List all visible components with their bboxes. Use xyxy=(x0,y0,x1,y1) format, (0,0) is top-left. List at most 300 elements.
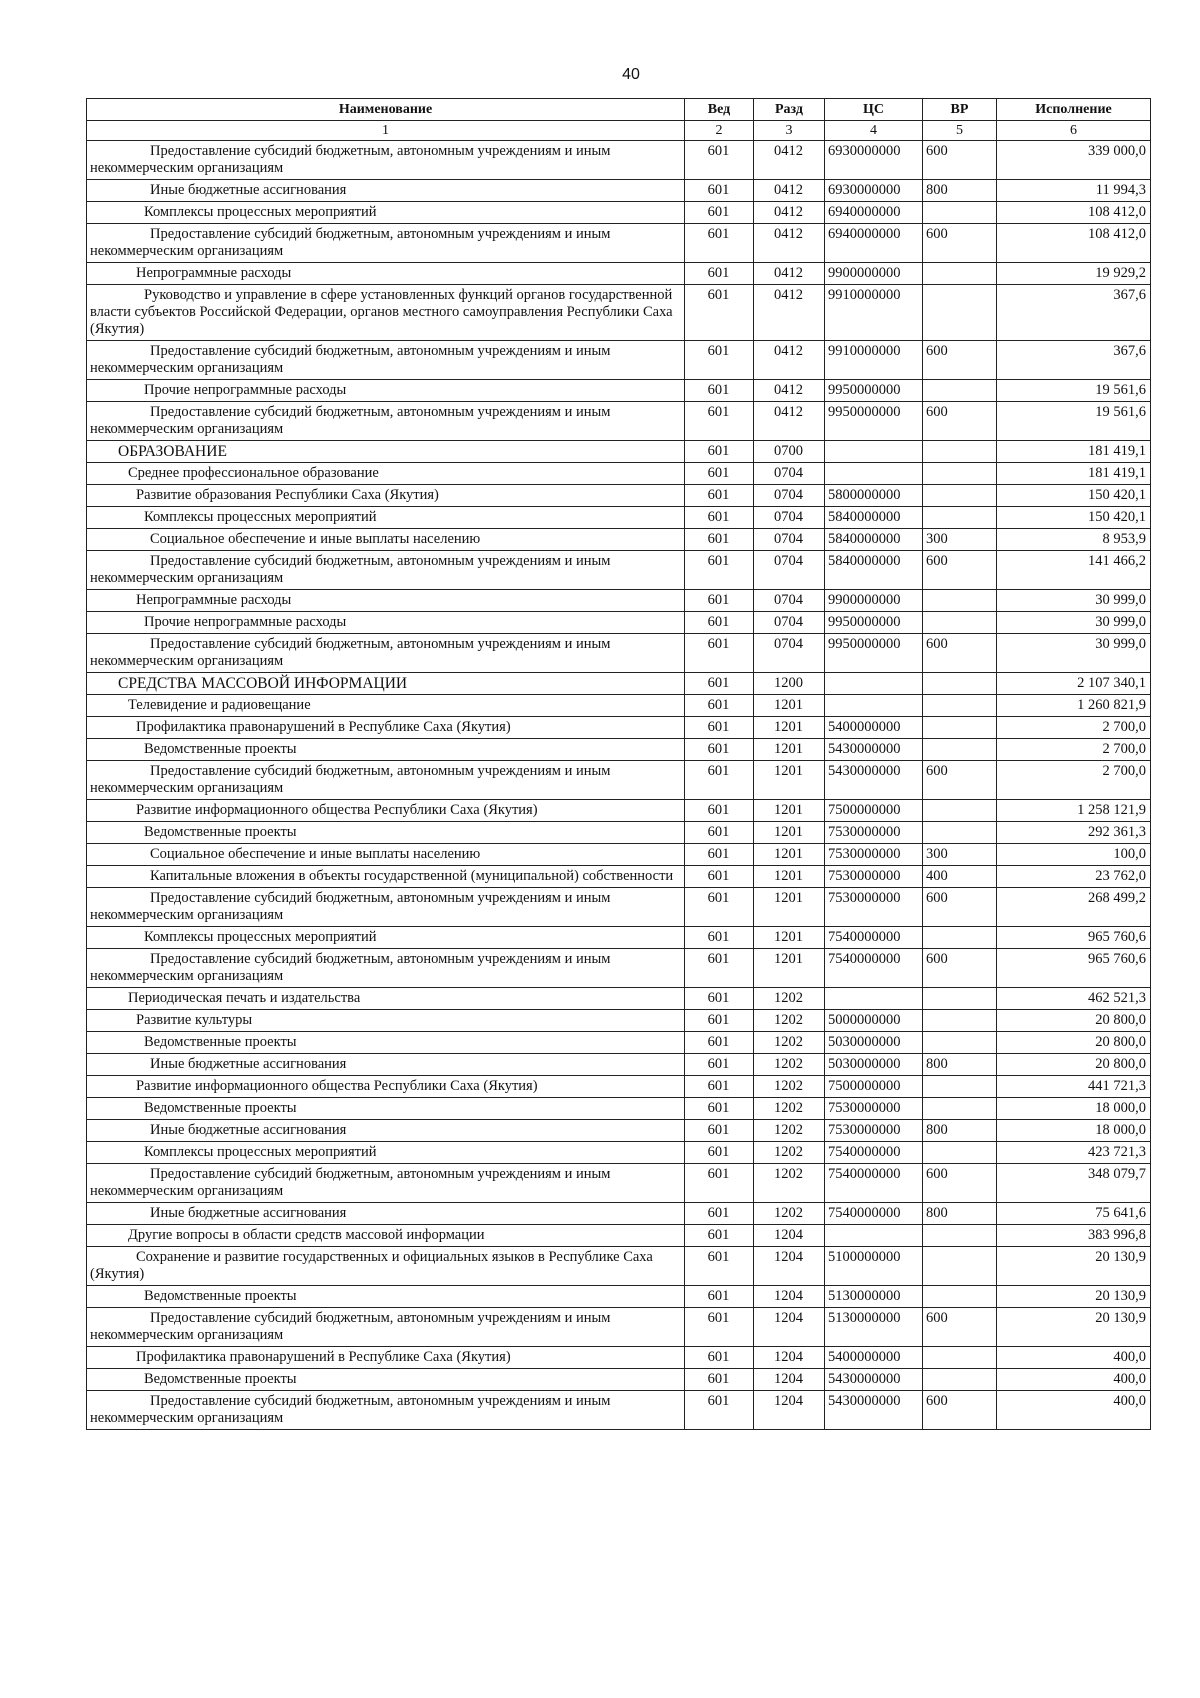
row-razd: 0704 xyxy=(754,590,825,612)
row-vr xyxy=(923,1369,997,1391)
row-ved: 601 xyxy=(685,888,754,927)
row-razd: 0704 xyxy=(754,485,825,507)
table-row xyxy=(87,1076,1151,1098)
row-amount: 150 420,1 xyxy=(997,485,1151,507)
table-row xyxy=(87,844,1151,866)
row-amount: 8 953,9 xyxy=(997,529,1151,551)
row-cs: 5840000000 xyxy=(825,529,923,551)
table-row xyxy=(87,1247,1151,1286)
row-ved: 601 xyxy=(685,844,754,866)
row-ved: 601 xyxy=(685,1225,754,1247)
header-name: Наименование xyxy=(87,99,685,121)
row-razd: 1204 xyxy=(754,1247,825,1286)
row-cs: 6930000000 xyxy=(825,180,923,202)
row-name: Иные бюджетные ассигнования xyxy=(87,1203,685,1225)
row-ved: 601 xyxy=(685,634,754,673)
row-cs: 7540000000 xyxy=(825,1142,923,1164)
row-amount: 18 000,0 xyxy=(997,1120,1151,1142)
row-amount: 30 999,0 xyxy=(997,590,1151,612)
table-row xyxy=(87,590,1151,612)
row-name: Предоставление субсидий бюджетным, автономным учреждениям и иным некоммерческим организациям xyxy=(87,1308,685,1347)
table-row xyxy=(87,1225,1151,1247)
row-vr xyxy=(923,1032,997,1054)
row-vr: 800 xyxy=(923,1120,997,1142)
row-vr xyxy=(923,717,997,739)
row-name: Комплексы процессных мероприятий xyxy=(87,507,685,529)
row-cs: 9910000000 xyxy=(825,341,923,380)
row-vr xyxy=(923,1142,997,1164)
row-name: Ведомственные проекты xyxy=(87,739,685,761)
row-name: Иные бюджетные ассигнования xyxy=(87,1054,685,1076)
column-number: 4 xyxy=(825,121,923,141)
row-name: Непрограммные расходы xyxy=(87,590,685,612)
row-vr xyxy=(923,263,997,285)
row-name: Предоставление субсидий бюджетным, автономным учреждениям и иным некоммерческим организациям xyxy=(87,402,685,441)
row-ved: 601 xyxy=(685,1391,754,1430)
row-name: Другие вопросы в области средств массовой информации xyxy=(87,1225,685,1247)
row-vr xyxy=(923,1098,997,1120)
row-cs: 9900000000 xyxy=(825,263,923,285)
row-name: Непрограммные расходы xyxy=(87,263,685,285)
row-cs: 5000000000 xyxy=(825,1010,923,1032)
table-row xyxy=(87,612,1151,634)
row-ved: 601 xyxy=(685,463,754,485)
row-ved: 601 xyxy=(685,180,754,202)
row-cs: 5030000000 xyxy=(825,1032,923,1054)
row-amount: 1 260 821,9 xyxy=(997,695,1151,717)
row-cs: 5430000000 xyxy=(825,1391,923,1430)
table-row xyxy=(87,1010,1151,1032)
table-row xyxy=(87,1032,1151,1054)
row-ved: 601 xyxy=(685,551,754,590)
table-row xyxy=(87,180,1151,202)
table-row xyxy=(87,341,1151,380)
row-vr xyxy=(923,612,997,634)
row-vr: 600 xyxy=(923,341,997,380)
page-number: 40 xyxy=(622,66,640,83)
row-amount: 383 996,8 xyxy=(997,1225,1151,1247)
row-vr xyxy=(923,1286,997,1308)
row-amount: 20 130,9 xyxy=(997,1286,1151,1308)
table-row xyxy=(87,1308,1151,1347)
row-ved: 601 xyxy=(685,1203,754,1225)
row-vr xyxy=(923,800,997,822)
column-number: 2 xyxy=(685,121,754,141)
row-vr: 600 xyxy=(923,888,997,927)
column-number: 3 xyxy=(754,121,825,141)
row-cs xyxy=(825,695,923,717)
row-ved: 601 xyxy=(685,1164,754,1203)
row-vr: 300 xyxy=(923,529,997,551)
row-name: Комплексы процессных мероприятий xyxy=(87,1142,685,1164)
row-vr xyxy=(923,1225,997,1247)
row-ved: 601 xyxy=(685,1032,754,1054)
row-ved: 601 xyxy=(685,441,754,463)
row-cs: 5840000000 xyxy=(825,507,923,529)
row-razd: 1204 xyxy=(754,1369,825,1391)
row-vr: 600 xyxy=(923,761,997,800)
row-razd: 1201 xyxy=(754,761,825,800)
row-razd: 1202 xyxy=(754,1203,825,1225)
row-razd: 1204 xyxy=(754,1308,825,1347)
row-amount: 18 000,0 xyxy=(997,1098,1151,1120)
row-amount: 30 999,0 xyxy=(997,612,1151,634)
row-amount: 11 994,3 xyxy=(997,180,1151,202)
row-name: Капитальные вложения в объекты государственной (муниципальной) собственности xyxy=(87,866,685,888)
row-vr xyxy=(923,673,997,695)
row-razd: 1204 xyxy=(754,1286,825,1308)
row-vr xyxy=(923,590,997,612)
table-row xyxy=(87,1098,1151,1120)
row-cs xyxy=(825,988,923,1010)
row-razd: 1201 xyxy=(754,888,825,927)
row-vr xyxy=(923,1010,997,1032)
row-amount: 100,0 xyxy=(997,844,1151,866)
table-row xyxy=(87,1286,1151,1308)
row-vr xyxy=(923,695,997,717)
row-cs xyxy=(825,673,923,695)
row-amount: 965 760,6 xyxy=(997,949,1151,988)
row-cs: 5400000000 xyxy=(825,1347,923,1369)
row-amount: 348 079,7 xyxy=(997,1164,1151,1203)
row-razd: 1204 xyxy=(754,1225,825,1247)
row-amount: 108 412,0 xyxy=(997,202,1151,224)
row-razd: 1201 xyxy=(754,717,825,739)
row-cs: 7530000000 xyxy=(825,844,923,866)
row-cs: 5430000000 xyxy=(825,739,923,761)
row-razd: 1202 xyxy=(754,1142,825,1164)
row-amount: 965 760,6 xyxy=(997,927,1151,949)
row-ved: 601 xyxy=(685,822,754,844)
row-cs: 7540000000 xyxy=(825,949,923,988)
row-cs xyxy=(825,463,923,485)
row-razd: 1202 xyxy=(754,1098,825,1120)
table-row xyxy=(87,988,1151,1010)
row-vr xyxy=(923,1076,997,1098)
row-vr xyxy=(923,1247,997,1286)
row-name: Иные бюджетные ассигнования xyxy=(87,180,685,202)
row-vr: 600 xyxy=(923,141,997,180)
row-ved: 601 xyxy=(685,507,754,529)
row-vr: 600 xyxy=(923,402,997,441)
row-vr: 600 xyxy=(923,224,997,263)
header-cs: ЦС xyxy=(825,99,923,121)
row-vr: 600 xyxy=(923,634,997,673)
row-name: Предоставление субсидий бюджетным, автономным учреждениям и иным некоммерческим организациям xyxy=(87,141,685,180)
row-name: Предоставление субсидий бюджетным, автономным учреждениям и иным некоммерческим организациям xyxy=(87,1164,685,1203)
row-amount: 441 721,3 xyxy=(997,1076,1151,1098)
table-row xyxy=(87,1369,1151,1391)
row-name: Развитие информационного общества Республики Саха (Якутия) xyxy=(87,800,685,822)
row-razd: 1202 xyxy=(754,1120,825,1142)
row-razd: 1202 xyxy=(754,1164,825,1203)
row-cs: 5030000000 xyxy=(825,1054,923,1076)
row-name: Предоставление субсидий бюджетным, автономным учреждениям и иным некоммерческим организациям xyxy=(87,341,685,380)
budget-table xyxy=(86,98,1151,1430)
column-number: 6 xyxy=(997,121,1151,141)
row-ved: 601 xyxy=(685,1308,754,1347)
row-vr xyxy=(923,285,997,341)
row-razd: 0704 xyxy=(754,634,825,673)
budget-table-body xyxy=(87,141,1151,1430)
row-name: Предоставление субсидий бюджетным, автономным учреждениям и иным некоммерческим организациям xyxy=(87,224,685,263)
row-cs: 5130000000 xyxy=(825,1308,923,1347)
row-cs: 7530000000 xyxy=(825,822,923,844)
row-cs: 9950000000 xyxy=(825,380,923,402)
row-razd: 1201 xyxy=(754,927,825,949)
row-ved: 601 xyxy=(685,866,754,888)
row-ved: 601 xyxy=(685,529,754,551)
row-ved: 601 xyxy=(685,341,754,380)
table-row xyxy=(87,285,1151,341)
row-cs: 5800000000 xyxy=(825,485,923,507)
row-vr: 600 xyxy=(923,1164,997,1203)
row-amount: 400,0 xyxy=(997,1369,1151,1391)
row-cs: 6930000000 xyxy=(825,141,923,180)
row-cs: 7530000000 xyxy=(825,1098,923,1120)
row-cs: 7500000000 xyxy=(825,800,923,822)
table-row xyxy=(87,463,1151,485)
row-cs: 7540000000 xyxy=(825,927,923,949)
row-vr: 800 xyxy=(923,1054,997,1076)
row-cs: 7530000000 xyxy=(825,1120,923,1142)
row-razd: 0412 xyxy=(754,285,825,341)
row-cs: 5430000000 xyxy=(825,1369,923,1391)
row-vr xyxy=(923,485,997,507)
row-vr: 800 xyxy=(923,1203,997,1225)
row-amount: 400,0 xyxy=(997,1391,1151,1430)
row-cs xyxy=(825,441,923,463)
row-amount: 339 000,0 xyxy=(997,141,1151,180)
header-ved: Вед xyxy=(685,99,754,121)
table-row xyxy=(87,673,1151,695)
row-vr xyxy=(923,927,997,949)
row-ved: 601 xyxy=(685,1054,754,1076)
row-vr xyxy=(923,380,997,402)
table-row xyxy=(87,263,1151,285)
row-cs: 5840000000 xyxy=(825,551,923,590)
header-ispolnenie: Исполнение xyxy=(997,99,1151,121)
row-razd: 0704 xyxy=(754,529,825,551)
table-row xyxy=(87,441,1151,463)
row-ved: 601 xyxy=(685,1142,754,1164)
table-row xyxy=(87,380,1151,402)
row-amount: 20 800,0 xyxy=(997,1054,1151,1076)
table-row xyxy=(87,1120,1151,1142)
row-name: Ведомственные проекты xyxy=(87,1032,685,1054)
row-amount: 30 999,0 xyxy=(997,634,1151,673)
row-ved: 601 xyxy=(685,949,754,988)
row-name: Предоставление субсидий бюджетным, автономным учреждениям и иным некоммерческим организациям xyxy=(87,761,685,800)
row-ved: 601 xyxy=(685,1010,754,1032)
table-row xyxy=(87,1347,1151,1369)
row-amount: 1 258 121,9 xyxy=(997,800,1151,822)
row-ved: 601 xyxy=(685,141,754,180)
row-razd: 0412 xyxy=(754,341,825,380)
row-name: Предоставление субсидий бюджетным, автономным учреждениям и иным некоммерческим организациям xyxy=(87,551,685,590)
row-cs: 5400000000 xyxy=(825,717,923,739)
row-vr: 400 xyxy=(923,866,997,888)
table-row xyxy=(87,800,1151,822)
row-amount: 141 466,2 xyxy=(997,551,1151,590)
row-cs xyxy=(825,1225,923,1247)
row-name: Ведомственные проекты xyxy=(87,1369,685,1391)
row-razd: 0412 xyxy=(754,263,825,285)
table-row xyxy=(87,822,1151,844)
column-number: 5 xyxy=(923,121,997,141)
row-name: Социальное обеспечение и иные выплаты населению xyxy=(87,529,685,551)
row-ved: 601 xyxy=(685,285,754,341)
column-number: 1 xyxy=(87,121,685,141)
row-razd: 1201 xyxy=(754,739,825,761)
row-amount: 181 419,1 xyxy=(997,441,1151,463)
row-cs: 7500000000 xyxy=(825,1076,923,1098)
row-razd: 0412 xyxy=(754,402,825,441)
row-razd: 1200 xyxy=(754,673,825,695)
row-name: Развитие информационного общества Республики Саха (Якутия) xyxy=(87,1076,685,1098)
row-razd: 1202 xyxy=(754,1076,825,1098)
row-name: Ведомственные проекты xyxy=(87,1286,685,1308)
row-vr: 800 xyxy=(923,180,997,202)
row-ved: 601 xyxy=(685,380,754,402)
row-vr xyxy=(923,441,997,463)
row-name: Комплексы процессных мероприятий xyxy=(87,202,685,224)
table-row xyxy=(87,927,1151,949)
row-amount: 19 561,6 xyxy=(997,402,1151,441)
table-row xyxy=(87,507,1151,529)
row-cs: 9950000000 xyxy=(825,402,923,441)
header-row xyxy=(87,99,1151,121)
table-row xyxy=(87,224,1151,263)
row-razd: 1201 xyxy=(754,844,825,866)
row-razd: 1201 xyxy=(754,800,825,822)
row-name: Руководство и управление в сфере установленных функций органов государственной власти субъектов Российской Федерации, органов местного самоуправления Республики Саха (Якутия) xyxy=(87,285,685,341)
row-razd: 0412 xyxy=(754,380,825,402)
row-cs: 7530000000 xyxy=(825,866,923,888)
row-vr xyxy=(923,739,997,761)
row-cs: 7540000000 xyxy=(825,1203,923,1225)
row-amount: 19 929,2 xyxy=(997,263,1151,285)
row-ved: 601 xyxy=(685,927,754,949)
row-name: Прочие непрограммные расходы xyxy=(87,612,685,634)
row-ved: 601 xyxy=(685,590,754,612)
row-cs: 5130000000 xyxy=(825,1286,923,1308)
table-row xyxy=(87,634,1151,673)
row-name: Среднее профессиональное образование xyxy=(87,463,685,485)
row-cs: 5100000000 xyxy=(825,1247,923,1286)
row-ved: 601 xyxy=(685,1076,754,1098)
row-name: СРЕДСТВА МАССОВОЙ ИНФОРМАЦИИ xyxy=(87,673,685,695)
row-vr: 600 xyxy=(923,551,997,590)
row-vr xyxy=(923,507,997,529)
row-razd: 1201 xyxy=(754,866,825,888)
row-amount: 462 521,3 xyxy=(997,988,1151,1010)
table-row xyxy=(87,1054,1151,1076)
row-razd: 0412 xyxy=(754,180,825,202)
row-vr: 600 xyxy=(923,1308,997,1347)
row-cs: 9950000000 xyxy=(825,634,923,673)
row-ved: 601 xyxy=(685,485,754,507)
row-ved: 601 xyxy=(685,761,754,800)
table-row xyxy=(87,717,1151,739)
row-vr xyxy=(923,463,997,485)
row-razd: 0704 xyxy=(754,612,825,634)
table-row xyxy=(87,866,1151,888)
row-ved: 601 xyxy=(685,717,754,739)
table-row xyxy=(87,739,1151,761)
row-amount: 367,6 xyxy=(997,341,1151,380)
row-razd: 1201 xyxy=(754,695,825,717)
row-razd: 1204 xyxy=(754,1347,825,1369)
row-vr: 600 xyxy=(923,1391,997,1430)
row-amount: 2 700,0 xyxy=(997,761,1151,800)
row-name: Развитие образования Республики Саха (Якутия) xyxy=(87,485,685,507)
row-razd: 1201 xyxy=(754,822,825,844)
row-name: Периодическая печать и издательства xyxy=(87,988,685,1010)
row-name: ОБРАЗОВАНИЕ xyxy=(87,441,685,463)
row-cs: 9900000000 xyxy=(825,590,923,612)
row-ved: 601 xyxy=(685,1120,754,1142)
row-cs: 7530000000 xyxy=(825,888,923,927)
row-ved: 601 xyxy=(685,695,754,717)
row-name: Комплексы процессных мероприятий xyxy=(87,927,685,949)
row-amount: 20 130,9 xyxy=(997,1308,1151,1347)
row-ved: 601 xyxy=(685,612,754,634)
row-name: Прочие непрограммные расходы xyxy=(87,380,685,402)
row-name: Социальное обеспечение и иные выплаты населению xyxy=(87,844,685,866)
header-razd: Разд xyxy=(754,99,825,121)
row-ved: 601 xyxy=(685,1347,754,1369)
row-amount: 75 641,6 xyxy=(997,1203,1151,1225)
row-amount: 2 107 340,1 xyxy=(997,673,1151,695)
table-row xyxy=(87,202,1151,224)
row-name: Профилактика правонарушений в Республике Саха (Якутия) xyxy=(87,717,685,739)
row-razd: 0700 xyxy=(754,441,825,463)
row-name: Профилактика правонарушений в Республике Саха (Якутия) xyxy=(87,1347,685,1369)
row-amount: 268 499,2 xyxy=(997,888,1151,927)
row-razd: 0412 xyxy=(754,141,825,180)
row-name: Ведомственные проекты xyxy=(87,1098,685,1120)
row-cs: 6940000000 xyxy=(825,224,923,263)
row-ved: 601 xyxy=(685,988,754,1010)
row-amount: 400,0 xyxy=(997,1347,1151,1369)
row-name: Предоставление субсидий бюджетным, автономным учреждениям и иным некоммерческим организациям xyxy=(87,949,685,988)
row-name: Предоставление субсидий бюджетным, автономным учреждениям и иным некоммерческим организациям xyxy=(87,1391,685,1430)
row-cs: 6940000000 xyxy=(825,202,923,224)
row-ved: 601 xyxy=(685,1247,754,1286)
table-row xyxy=(87,485,1151,507)
row-vr xyxy=(923,988,997,1010)
row-name: Ведомственные проекты xyxy=(87,822,685,844)
row-razd: 1202 xyxy=(754,988,825,1010)
row-ved: 601 xyxy=(685,263,754,285)
row-amount: 150 420,1 xyxy=(997,507,1151,529)
row-vr: 300 xyxy=(923,844,997,866)
row-amount: 20 800,0 xyxy=(997,1010,1151,1032)
row-amount: 23 762,0 xyxy=(997,866,1151,888)
table-row xyxy=(87,695,1151,717)
table-row xyxy=(87,1391,1151,1430)
row-amount: 20 130,9 xyxy=(997,1247,1151,1286)
row-vr xyxy=(923,202,997,224)
row-ved: 601 xyxy=(685,1098,754,1120)
row-ved: 601 xyxy=(685,1369,754,1391)
row-razd: 0412 xyxy=(754,224,825,263)
row-amount: 2 700,0 xyxy=(997,717,1151,739)
row-cs: 7540000000 xyxy=(825,1164,923,1203)
row-ved: 601 xyxy=(685,739,754,761)
row-ved: 601 xyxy=(685,800,754,822)
